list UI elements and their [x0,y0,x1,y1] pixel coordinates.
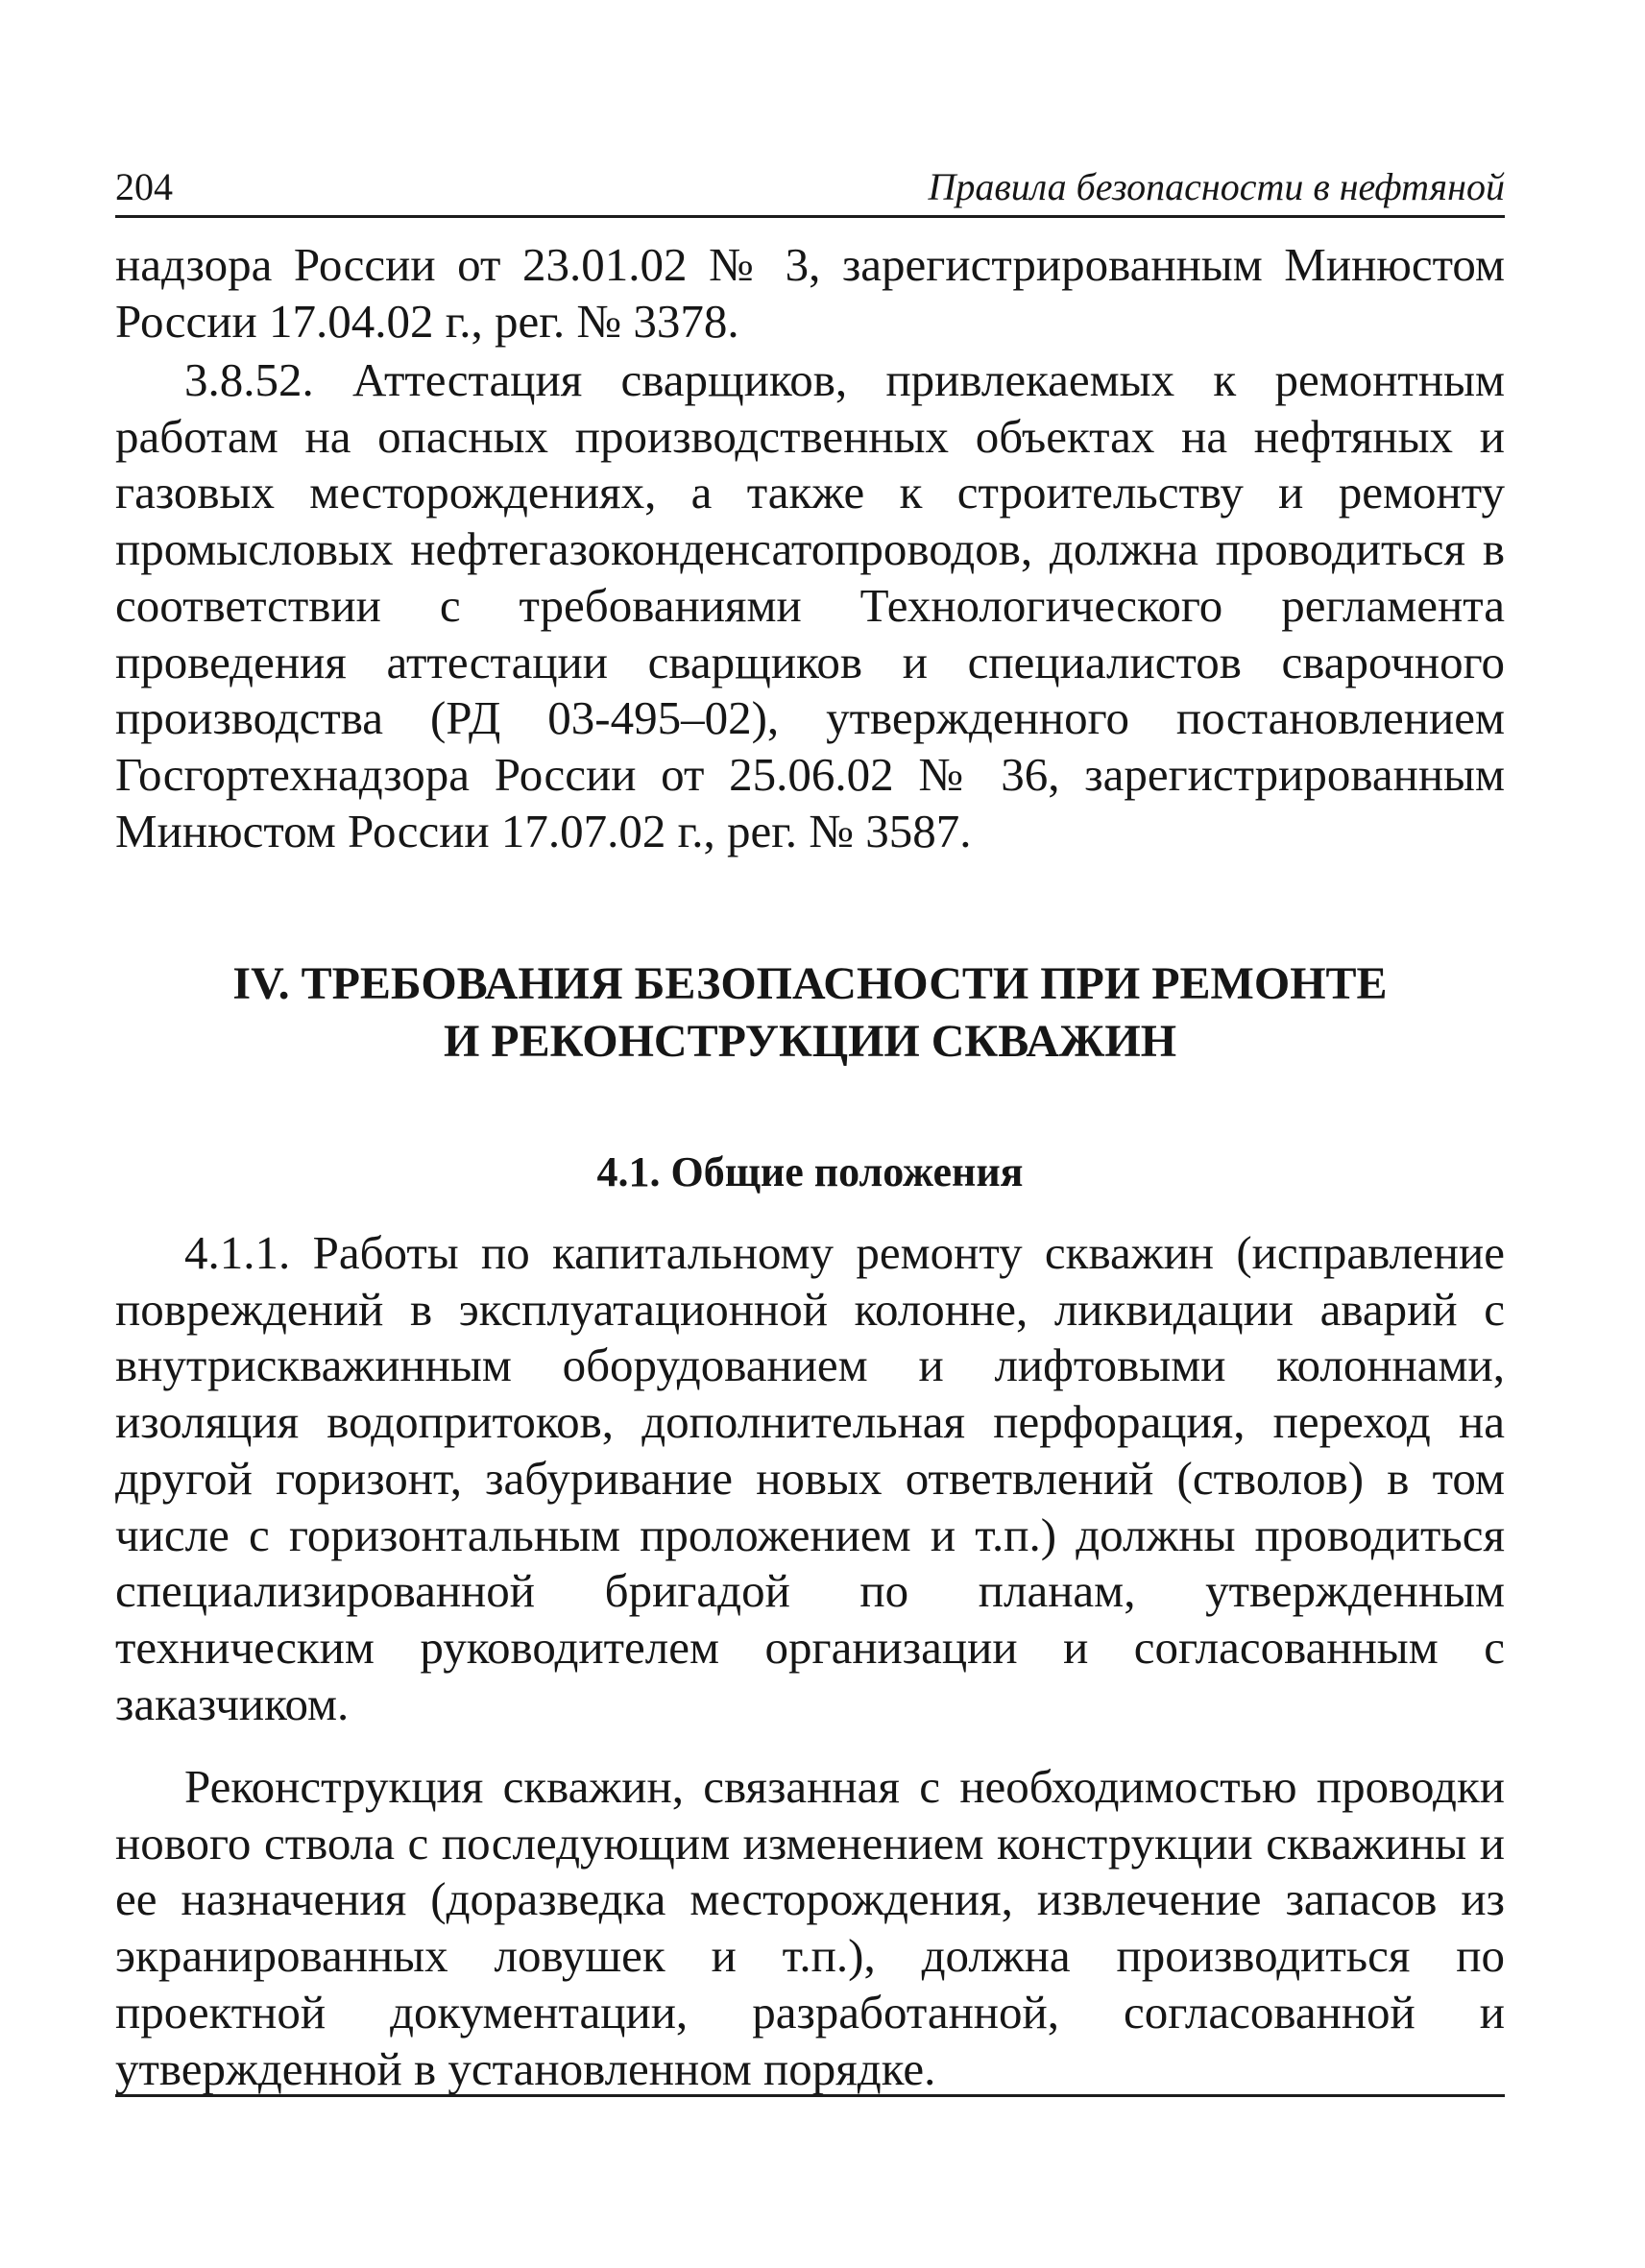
subsection-heading: 4.1. Общие положения [596,1148,1024,1195]
running-title: Правила безопасности в нефтяной [928,165,1505,208]
section-heading [115,955,1505,1071]
footer-rule [115,2094,1505,2097]
page-number: 204 [115,165,173,208]
paragraph-continuation: надзора России от 23.01.02 № 3, зарегистрированным Минюстом России 17.04.02 г., рег. № 3378. [115,238,1505,348]
paragraph-3-8-52: 3.8.52. Аттестация сварщиков, привлекаемых к ремонтным работам на опасных производственных объектах на нефтяных и газовых месторождениях, а также к строительству и ремонту промысловых нефтегазоконденсатопроводов, должна проводиться в соответствии с требованиями Технологического регламента проведения аттестации сварщиков и специалистов сварочного производства (РД 03-495–02), утвержденного постановлением Госгортехнадзора России от 25.06.02 № 36, зарегистрированным Минюстом России 17.07.02 г., рег. № 3587. [115,353,1505,857]
page-header [115,163,1505,218]
paragraph-reconstruction: Реконструкция скважин, связанная с необходимостью проводки нового ствола с последующим изменением конструкции скважины и ее назначения (доразведка месторождения, извлечение запасов из экранированных ловушек и т.п.), должна производиться по проектной документации, разработанной, согласованной и утвержденной в установленном порядке. [115,1760,1505,2095]
section-heading-line-1: IV. ТРЕБОВАНИЯ БЕЗОПАСНОСТИ ПРИ РЕМОНТЕ [232,958,1388,1009]
section-heading-line-2: И РЕКОНСТРУКЦИИ СКВАЖИН [443,1016,1177,1067]
paragraph-4-1-1: 4.1.1. Работы по капитальному ремонту скважин (исправление повреждений в эксплуатационной колонне, ликвидации аварий с внутрискважинным оборудованием и лифтовыми колоннами, изоляция водопритоков, дополнительная перфорация, переход на другой горизонт, забуривание новых ответвлений (стволов) в том числе с горизонтальным проложением и т.п.) должны проводиться специализированной бригадой по планам, утвержденным техническим руководителем организации и согласованным с заказчиком. [115,1226,1505,1730]
